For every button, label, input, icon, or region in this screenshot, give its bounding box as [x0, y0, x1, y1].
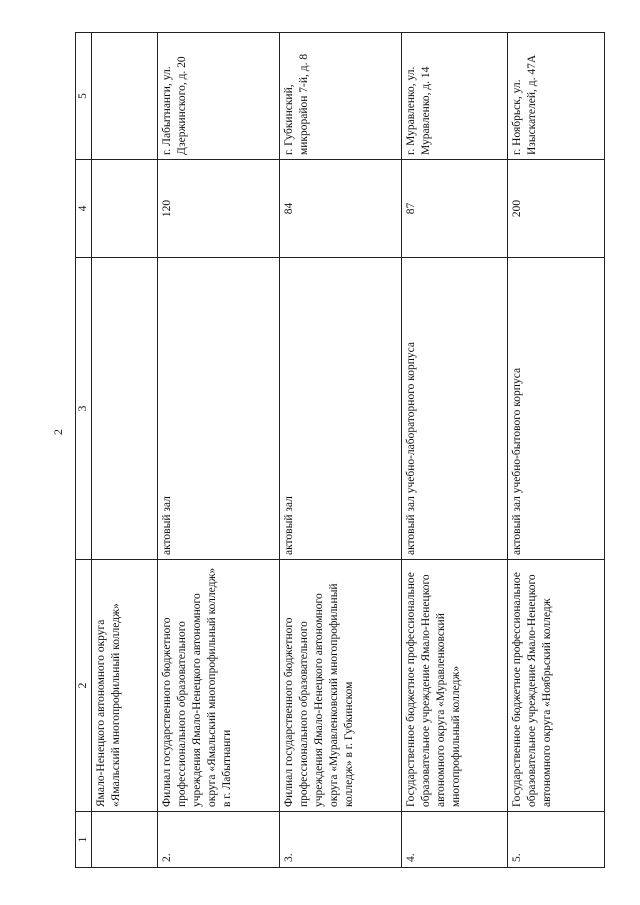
column-header: 3	[76, 258, 92, 560]
seat-capacity: 200	[508, 160, 605, 258]
table-row	[158, 33, 280, 868]
address: г. Лабытнанги, ул. Дзержинского, д. 20	[158, 33, 280, 160]
table-header-row	[76, 33, 92, 868]
column-header: 1	[76, 812, 92, 868]
venues-table	[75, 32, 605, 868]
table-row	[92, 33, 158, 868]
page-number: 2	[51, 429, 65, 435]
organization-name: Государственное бюджетное профессиональное образовательное учреждение Ямало-Ненецкого автономного округа «Муравленковский многопрофильный колледж»	[402, 560, 508, 812]
seat-capacity: 84	[280, 160, 402, 258]
seat-capacity	[92, 160, 158, 258]
address: г. Ноябрьск, ул. Изыскателей, д. 47А	[508, 33, 605, 160]
column-header: 4	[76, 160, 92, 258]
table-row	[508, 33, 605, 868]
organization-name: Филиал государственного бюджетного профессионального образовательного учреждения Ямало-Ненецкого автономного округа «Муравленковский многопрофильный колледж» в г. Губкинском	[280, 560, 402, 812]
seat-capacity: 87	[402, 160, 508, 258]
column-header: 2	[76, 560, 92, 812]
room-name: актовый зал учебно-лабораторного корпуса	[402, 258, 508, 560]
row-number: 4.	[402, 812, 508, 868]
column-header: 5	[76, 33, 92, 160]
address: г. Муравленко, ул. Муравленко, д. 14	[402, 33, 508, 160]
table-row	[280, 33, 402, 868]
row-number: 2.	[158, 812, 280, 868]
row-number: 3.	[280, 812, 402, 868]
row-number: 5.	[508, 812, 605, 868]
room-name: актовый зал	[280, 258, 402, 560]
rotated-table-container	[75, 33, 635, 868]
organization-name: Филиал государственного бюджетного профессионального образовательного учреждения Ямало-Ненецкого автономного округа «Ямальский многопрофильный колледж» в г. Лабытнанги	[158, 560, 280, 812]
address: г. Губкинский, микрорайон 7-й, д. 8	[280, 33, 402, 160]
room-name: актовый зал учебно-бытового корпуса	[508, 258, 605, 560]
row-number	[92, 812, 158, 868]
organization-name: Ямало-Ненецкого автономного округа «Ямальский многопрофильный колледж»	[92, 560, 158, 812]
seat-capacity: 120	[158, 160, 280, 258]
room-name: актовый зал	[158, 258, 280, 560]
table-row	[402, 33, 508, 868]
organization-name: Государственное бюджетное профессиональное образовательное учреждение Ямало-Ненецкого автономного округа «Ноябрьский колледж	[508, 560, 605, 812]
address	[92, 33, 158, 160]
room-name	[92, 258, 158, 560]
